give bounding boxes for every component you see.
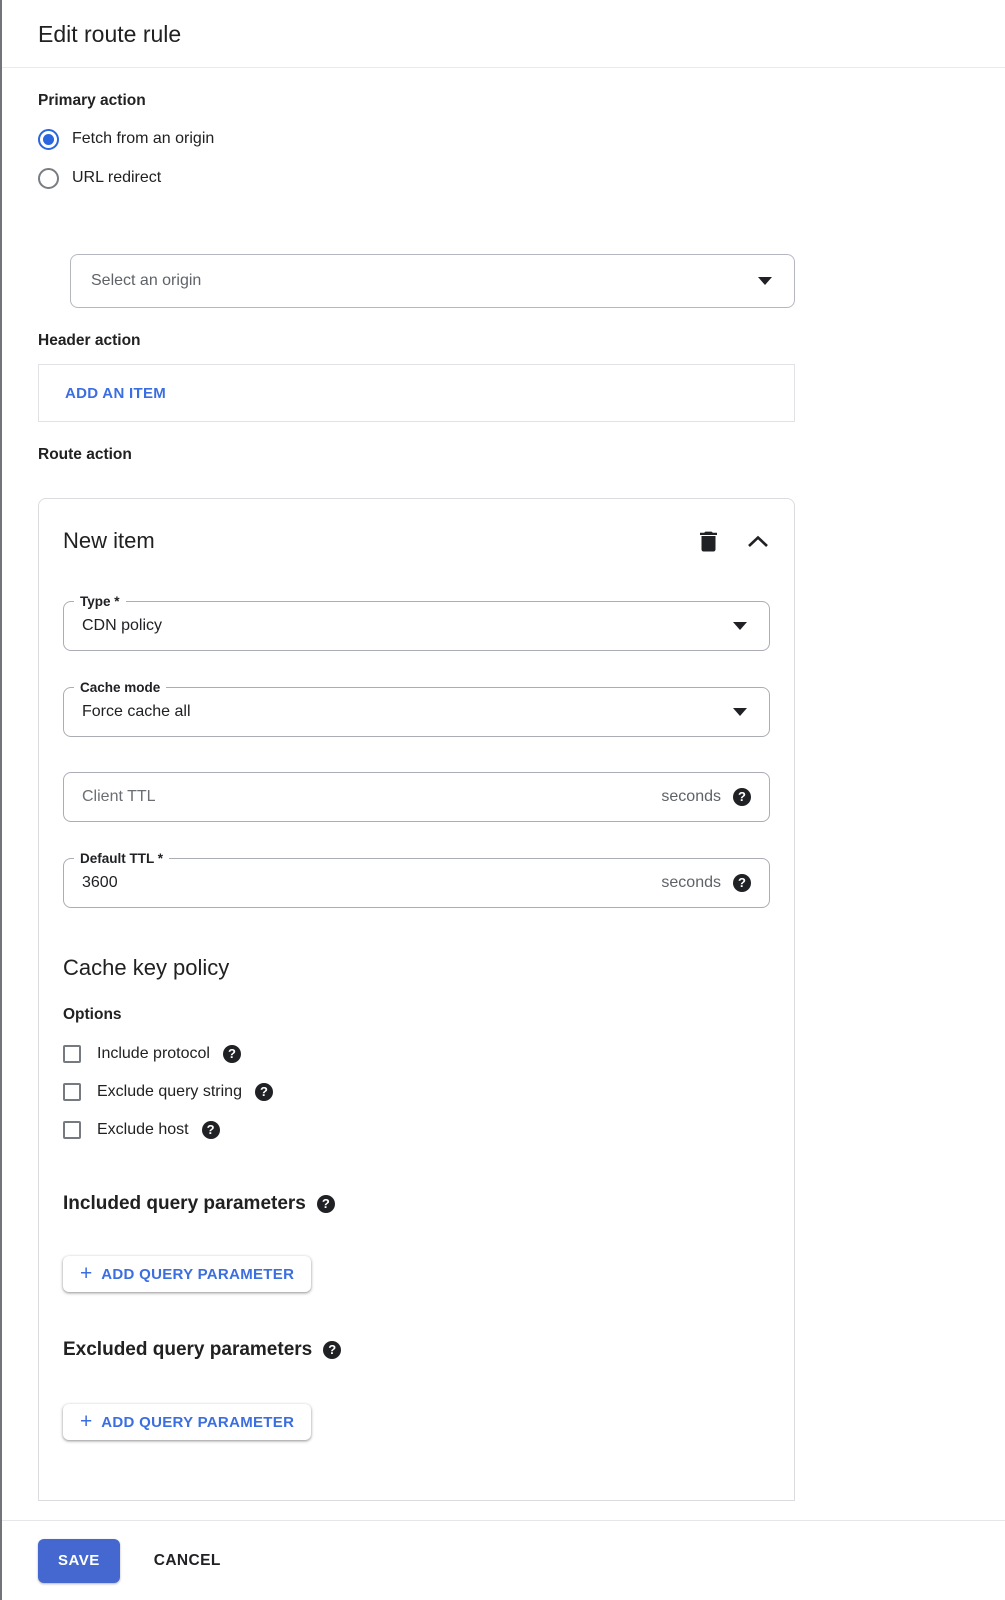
route-action-item-card: [38, 498, 795, 1501]
checkbox-label: Include protocol: [97, 1045, 210, 1062]
checkbox-row-exclude-query-string: [63, 1079, 770, 1105]
route-action-label: Route action: [38, 446, 132, 463]
page-title: Edit route rule: [38, 21, 182, 47]
checkbox-row-include-protocol: [63, 1041, 770, 1067]
panel-footer: [0, 1520, 1005, 1600]
card-header-actions: [696, 529, 770, 553]
origin-select[interactable]: [70, 254, 795, 308]
default-ttl-input[interactable]: [82, 874, 661, 892]
origin-select-placeholder: Select an origin: [91, 272, 202, 289]
default-ttl-field: [63, 851, 770, 908]
card-header: [63, 528, 770, 554]
radio-url-redirect[interactable]: [38, 165, 1005, 191]
help-icon[interactable]: [223, 1045, 241, 1063]
client-ttl-input[interactable]: [82, 788, 661, 806]
type-select-value: CDN policy: [82, 617, 163, 634]
primary-action-radio-group: [38, 126, 1005, 191]
checkbox-label: Exclude host: [97, 1121, 189, 1138]
help-icon[interactable]: [317, 1195, 335, 1213]
help-icon[interactable]: [202, 1121, 220, 1139]
checkbox-row-exclude-host: [63, 1117, 770, 1143]
card-title: New item: [63, 528, 155, 553]
type-select[interactable]: [63, 594, 770, 651]
client-ttl-unit: seconds: [661, 788, 721, 805]
checkbox-exclude-host[interactable]: [63, 1121, 81, 1139]
cache-key-policy-title: Cache key policy: [63, 955, 230, 980]
chevron-down-icon: [733, 622, 747, 630]
help-icon[interactable]: [733, 788, 751, 806]
radio-unselected-icon: [38, 168, 59, 189]
default-ttl-label: Default TTL *: [74, 850, 169, 867]
heading-text: Excluded query parameters: [63, 1339, 313, 1360]
chevron-down-icon: [733, 708, 747, 716]
help-icon[interactable]: [323, 1341, 341, 1359]
header-action-items-box: [38, 364, 795, 422]
client-ttl-field: [63, 772, 770, 822]
type-select-label: Type *: [74, 593, 126, 610]
add-an-item-button[interactable]: ADD AN ITEM: [65, 384, 167, 402]
plus-icon: +: [80, 1262, 93, 1285]
default-ttl-unit: seconds: [661, 874, 721, 891]
plus-icon: +: [80, 1410, 93, 1433]
chevron-down-icon: [758, 277, 772, 285]
primary-action-label: Primary action: [38, 92, 146, 109]
included-query-parameters-heading: [63, 1193, 770, 1215]
radio-selected-icon: [38, 129, 59, 150]
checkbox-label: Exclude query string: [97, 1083, 242, 1100]
help-icon[interactable]: [255, 1083, 273, 1101]
cache-mode-select-value: Force cache all: [82, 703, 191, 720]
options-label: Options: [63, 1006, 122, 1023]
checkbox-exclude-query-string[interactable]: [63, 1083, 81, 1101]
checkbox-include-protocol[interactable]: [63, 1045, 81, 1063]
add-included-query-parameter-button[interactable]: + ADD QUERY PARAMETER: [63, 1256, 311, 1292]
cancel-button[interactable]: CANCEL: [153, 1551, 221, 1569]
cache-key-options: [63, 1041, 770, 1143]
save-button[interactable]: SAVE: [38, 1539, 120, 1583]
excluded-query-parameters-heading: [63, 1339, 770, 1361]
cache-mode-select[interactable]: [63, 680, 770, 737]
heading-text: Included query parameters: [63, 1193, 306, 1214]
add-excluded-query-parameter-button[interactable]: + ADD QUERY PARAMETER: [63, 1404, 311, 1440]
radio-fetch-from-origin[interactable]: [38, 126, 1005, 152]
collapse-icon[interactable]: [746, 529, 770, 553]
panel-header: [0, 0, 1005, 68]
radio-label: URL redirect: [72, 169, 162, 186]
radio-label: Fetch from an origin: [72, 130, 215, 147]
help-icon[interactable]: [733, 874, 751, 892]
cache-mode-select-label: Cache mode: [74, 679, 166, 696]
header-action-label: Header action: [38, 332, 141, 349]
delete-icon[interactable]: [696, 529, 720, 553]
